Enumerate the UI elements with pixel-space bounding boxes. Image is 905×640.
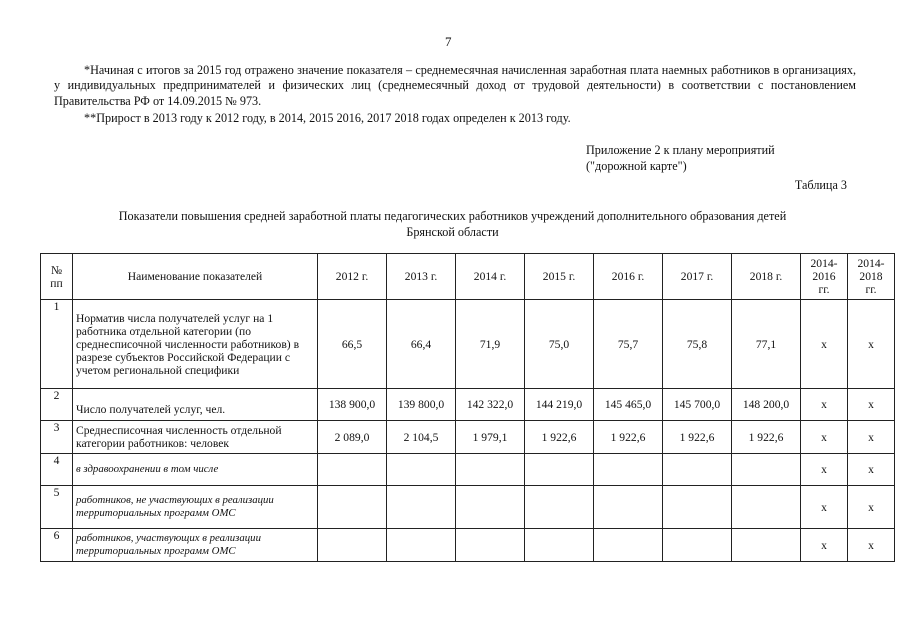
cell-2017 xyxy=(663,486,732,529)
footnote-1: *Начиная с итогов за 2015 год отражено значение показателя – среднемесячная начисленная заработная плата наемных работников в организациях, у индивидуальных предпринимателей и физических лиц (среднемесячный доход от трудовой деятельности) в соответствии с постановлением Правительства РФ от 14.09.2015 № 973. xyxy=(54,63,856,108)
row-num: 4 xyxy=(41,454,73,486)
header-p1-line-3: гг. xyxy=(818,283,830,296)
cell-2013 xyxy=(387,454,456,486)
cell-2015 xyxy=(525,486,594,529)
header-period-2014-2016 xyxy=(801,254,848,300)
cell-2012 xyxy=(318,454,387,486)
cell-period-2014-2016: x xyxy=(801,389,848,421)
document-title xyxy=(40,208,865,240)
cell-2017: 75,8 xyxy=(663,300,732,389)
header-p1-line-2: 2016 xyxy=(812,270,836,283)
cell-2018: 77,1 xyxy=(732,300,801,389)
cell-2018 xyxy=(732,454,801,486)
page-number: 7 xyxy=(445,34,452,49)
cell-2012: 2 089,0 xyxy=(318,421,387,454)
header-2015: 2015 г. xyxy=(525,254,594,300)
header-2013: 2013 г. xyxy=(387,254,456,300)
header-2016: 2016 г. xyxy=(594,254,663,300)
cell-period-2014-2016: x xyxy=(801,421,848,454)
cell-period-2014-2016: x xyxy=(801,529,848,562)
row-num: 6 xyxy=(41,529,73,562)
header-2014: 2014 г. xyxy=(456,254,525,300)
cell-period-2014-2018: x xyxy=(848,389,895,421)
cell-2013: 66,4 xyxy=(387,300,456,389)
row-name: Норматив числа получателей услуг на 1 работника отдельной категории (по среднесписочной численности работников) в разрезе субъектов Российской Федерации с учетом региональной специфики xyxy=(73,300,318,389)
table-label: Таблица 3 xyxy=(794,178,847,192)
cell-2017: 145 700,0 xyxy=(663,389,732,421)
header-period-2014-2018 xyxy=(848,254,895,300)
row-name: в здравоохранении в том числе xyxy=(73,454,318,486)
table-row xyxy=(41,486,895,529)
cell-2017 xyxy=(663,529,732,562)
cell-period-2014-2018: x xyxy=(848,486,895,529)
header-name: Наименование показателей xyxy=(73,254,318,300)
cell-2016: 145 465,0 xyxy=(594,389,663,421)
cell-period-2014-2018: x xyxy=(848,421,895,454)
cell-2016 xyxy=(594,486,663,529)
cell-2018: 1 922,6 xyxy=(732,421,801,454)
header-p2-line-1: 2014- xyxy=(857,257,885,270)
indicators-table xyxy=(40,253,895,562)
cell-2018 xyxy=(732,486,801,529)
table-row xyxy=(41,454,895,486)
row-name: Число получателей услуг, чел. xyxy=(73,389,318,421)
cell-2016 xyxy=(594,529,663,562)
cell-2015: 75,0 xyxy=(525,300,594,389)
cell-2015: 1 922,6 xyxy=(525,421,594,454)
cell-2017 xyxy=(663,454,732,486)
table-row xyxy=(41,421,895,454)
appendix-line-2: ("дорожной карте") xyxy=(586,159,687,173)
header-num-line-2: пп xyxy=(50,276,63,290)
cell-2013 xyxy=(387,486,456,529)
cell-2013 xyxy=(387,529,456,562)
footnote-2: **Прирост в 2013 году к 2012 году, в 2014, 2015 2016, 2017 2018 годах определен к 2013 году. xyxy=(84,111,571,125)
cell-2012: 138 900,0 xyxy=(318,389,387,421)
cell-2015: 144 219,0 xyxy=(525,389,594,421)
header-2017: 2017 г. xyxy=(663,254,732,300)
cell-2012 xyxy=(318,486,387,529)
cell-period-2014-2016: x xyxy=(801,300,848,389)
cell-2016 xyxy=(594,454,663,486)
cell-2013: 2 104,5 xyxy=(387,421,456,454)
header-p1-line-1: 2014- xyxy=(810,257,838,270)
cell-2015 xyxy=(525,454,594,486)
cell-2018: 148 200,0 xyxy=(732,389,801,421)
cell-2014 xyxy=(456,529,525,562)
table-row xyxy=(41,389,895,421)
cell-2013: 139 800,0 xyxy=(387,389,456,421)
cell-2014: 71,9 xyxy=(456,300,525,389)
header-num xyxy=(41,254,73,300)
cell-2018 xyxy=(732,529,801,562)
header-p2-line-2: 2018 xyxy=(859,270,883,283)
cell-2014: 142 322,0 xyxy=(456,389,525,421)
row-num: 5 xyxy=(41,486,73,529)
row-name: работников, участвующих в реализации территориальных программ ОМС xyxy=(73,529,318,562)
header-2012: 2012 г. xyxy=(318,254,387,300)
row-num: 3 xyxy=(41,421,73,454)
cell-period-2014-2018: x xyxy=(848,454,895,486)
cell-2015 xyxy=(525,529,594,562)
document-title-line-2: Брянской области xyxy=(406,225,499,239)
cell-2012: 66,5 xyxy=(318,300,387,389)
cell-2016: 75,7 xyxy=(594,300,663,389)
document-title-line-1: Показатели повышения средней заработной платы педагогических работников учреждений дополнительного образования детей xyxy=(118,209,787,223)
cell-2014 xyxy=(456,454,525,486)
cell-2014 xyxy=(456,486,525,529)
row-num: 1 xyxy=(41,300,73,389)
appendix-reference xyxy=(586,142,775,174)
header-p2-line-3: гг. xyxy=(865,283,877,296)
row-name: Среднесписочная численность отдельной категории работников: человек xyxy=(73,421,318,454)
header-2018: 2018 г. xyxy=(732,254,801,300)
row-num: 2 xyxy=(41,389,73,421)
cell-period-2014-2016: x xyxy=(801,486,848,529)
table-row xyxy=(41,529,895,562)
cell-2017: 1 922,6 xyxy=(663,421,732,454)
cell-2012 xyxy=(318,529,387,562)
cell-period-2014-2016: x xyxy=(801,454,848,486)
row-name: работников, не участвующих в реализации территориальных программ ОМС xyxy=(73,486,318,529)
cell-2016: 1 922,6 xyxy=(594,421,663,454)
header-num-line-1: № xyxy=(50,263,63,277)
cell-2014: 1 979,1 xyxy=(456,421,525,454)
cell-period-2014-2018: x xyxy=(848,529,895,562)
cell-period-2014-2018: x xyxy=(848,300,895,389)
appendix-line-1: Приложение 2 к плану мероприятий xyxy=(586,143,775,157)
table-row xyxy=(41,300,895,389)
table-header-row xyxy=(41,254,895,300)
